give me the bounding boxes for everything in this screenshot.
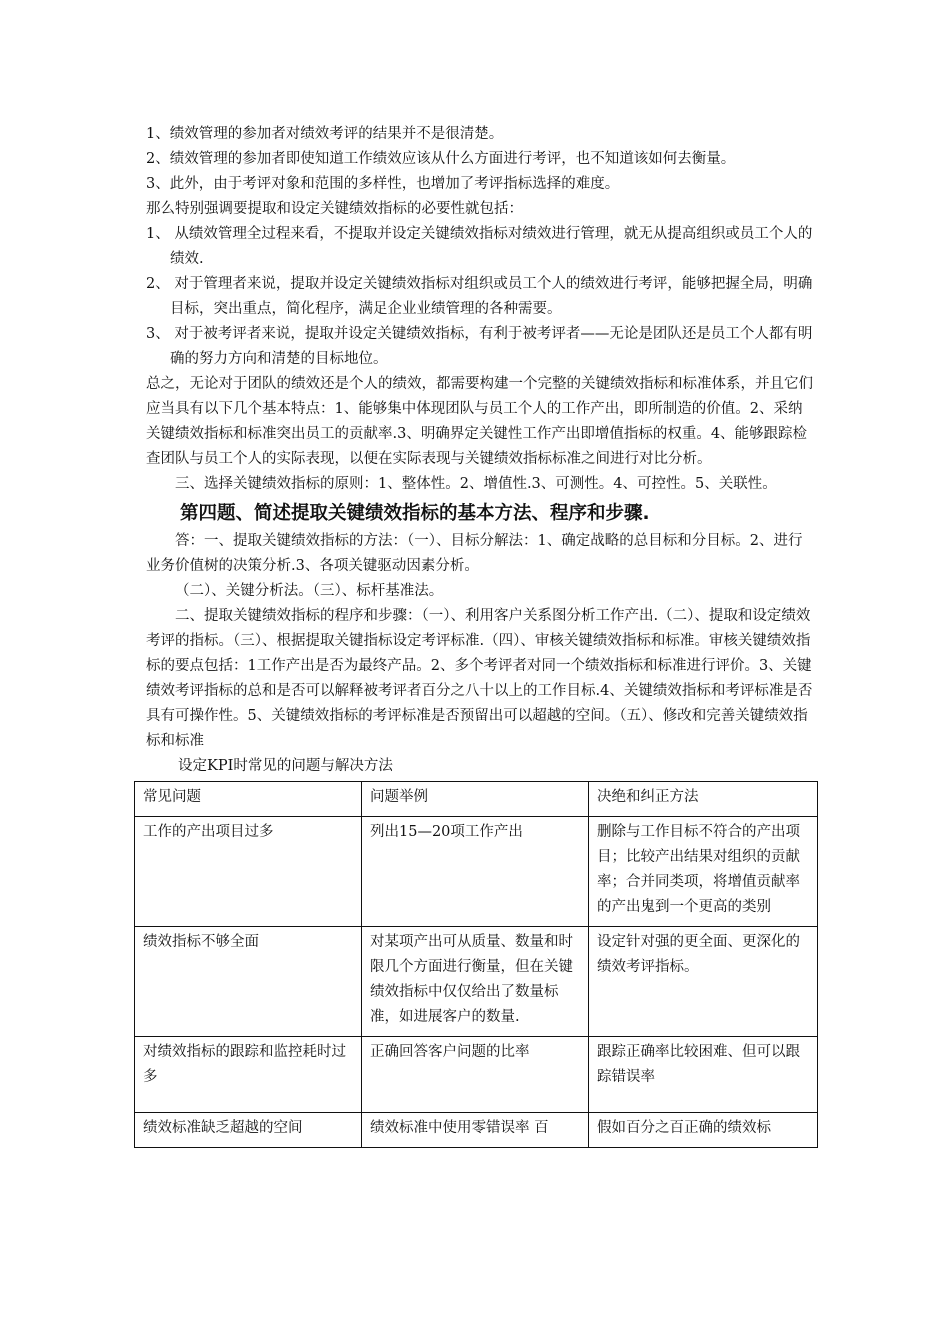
table-cell: 绩效标准中使用零错误率 百: [362, 1113, 589, 1148]
answer-methods: 答：一、提取关键绩效指标的方法：（一）、目标分解法：1、确定战略的总目标和分目标。2、进行业务价值树的决策分析.3、各项关键驱动因素分析。: [146, 533, 803, 574]
table-cell: 假如百分之百正确的绩效标: [589, 1113, 818, 1148]
table-cell: 跟踪正确率比较困难、但可以跟踪错误率: [589, 1037, 818, 1113]
table-cell: 工作的产出项目过多: [135, 817, 362, 927]
table-header-row: [135, 782, 818, 817]
table-header: 决绝和纠正方法: [589, 782, 818, 817]
question4-heading: 第四题、简述提取关键绩效指标的基本方法、程序和步骤.: [180, 503, 650, 524]
table-header: 问题举例: [362, 782, 589, 817]
table-row: [135, 1113, 818, 1148]
table-header: 常见问题: [135, 782, 362, 817]
table-row: [135, 1037, 818, 1113]
answer-steps: 二、提取关键绩效指标的程序和步骤：（一）、利用客户关系图分析工作产出.（二）、提取和设定绩效考评的指标。（三）、根据提取关键指标设定考评标准.（四）、审核关键绩效指标和标准。审核关键绩效指标的要点包括：1工作产出是否为最终产品。2、多个考评者对同一个绩效指标和标准进行评价。3、关键绩效考评指标的总和是否可以解释被考评者百分之八十以上的工作目标.4、关键绩效指标和考评标准是否具有可操作性。5、关键绩效指标的考评标准是否预留出可以超越的空间。（五）、修改和完善关键绩效指标和标准: [146, 608, 813, 749]
table-cell: 对绩效指标的跟踪和监控耗时过多: [135, 1037, 362, 1113]
intro-line-2: 2、绩效管理的参加者即使知道工作绩效应该从什么方面进行考评，也不知道该如何去衡量。: [146, 151, 736, 167]
necessity-item-3: 3、 对于被考评者来说，提取并设定关键绩效指标，有利于被考评者——无论是团队还是员工个人都有明确的努力方向和清楚的目标地位。: [146, 326, 813, 367]
table-cell: 正确回答客户问题的比率: [362, 1037, 589, 1113]
table-cell: 列出15—20项工作产出: [362, 817, 589, 927]
table-row: [135, 927, 818, 1037]
intro-line-1: 1、绩效管理的参加者对绩效考评的结果并不是很清楚。: [146, 126, 504, 142]
table-cell: 删除与工作目标不符合的产出项目；比较产出结果对组织的贡献率；合并同类项，将增值贡献率的产出鬼到一个更高的类别: [589, 817, 818, 927]
table-row: [135, 817, 818, 927]
answer-methods-2: （二）、关键分析法。（三）、标杆基准法。: [175, 583, 444, 599]
summary-paragraph: 总之，无论对于团队的绩效还是个人的绩效，都需要构建一个完整的关键绩效指标和标准体系，并且它们应当具有以下几个基本特点：1、能够集中体现团队与员工个人的工作产出，即所制造的价值。2、采纳关键绩效指标和标准突出员工的贡献率.3、明确界定关键性工作产出即增值指标的权重。4、能够跟踪检查团队与员工个人的实际表现，以便在实际表现与关键绩效指标标准之间进行对比分析。: [146, 376, 813, 467]
document-page: [143, 122, 816, 1148]
necessity-item-1: 1、 从绩效管理全过程来看，不提取并设定关键绩效指标对绩效进行管理，就无从提高组织或员工个人的绩效.: [146, 226, 813, 267]
kpi-problems-table: [134, 781, 818, 1148]
table-cell: 绩效标准缺乏超越的空间: [135, 1113, 362, 1148]
intro-line-3: 3、此外，由于考评对象和范围的多样性，也增加了考评指标选择的难度。: [146, 176, 620, 192]
table-cell: 绩效指标不够全面: [135, 927, 362, 1037]
intro-line-4: 那么特别强调要提取和设定关键绩效指标的必要性就包括：: [146, 201, 523, 217]
principles-paragraph: 三、选择关键绩效指标的原则：1、整体性。2、增值性.3、可测性。4、可控性。5、关联性。: [175, 476, 777, 492]
table-caption: 设定KPI时常见的问题与解决方法: [178, 758, 393, 774]
table-cell: 设定针对强的更全面、更深化的绩效考评指标。: [589, 927, 818, 1037]
table-cell: 对某项产出可从质量、数量和时限几个方面进行衡量，但在关键绩效指标中仅仅给出了数量标准，如进展客户的数量.: [362, 927, 589, 1037]
necessity-item-2: 2、 对于管理者来说，提取并设定关键绩效指标对组织或员工个人的绩效进行考评，能够把握全局，明确目标，突出重点，简化程序，满足企业业绩管理的各种需要。: [146, 276, 813, 317]
